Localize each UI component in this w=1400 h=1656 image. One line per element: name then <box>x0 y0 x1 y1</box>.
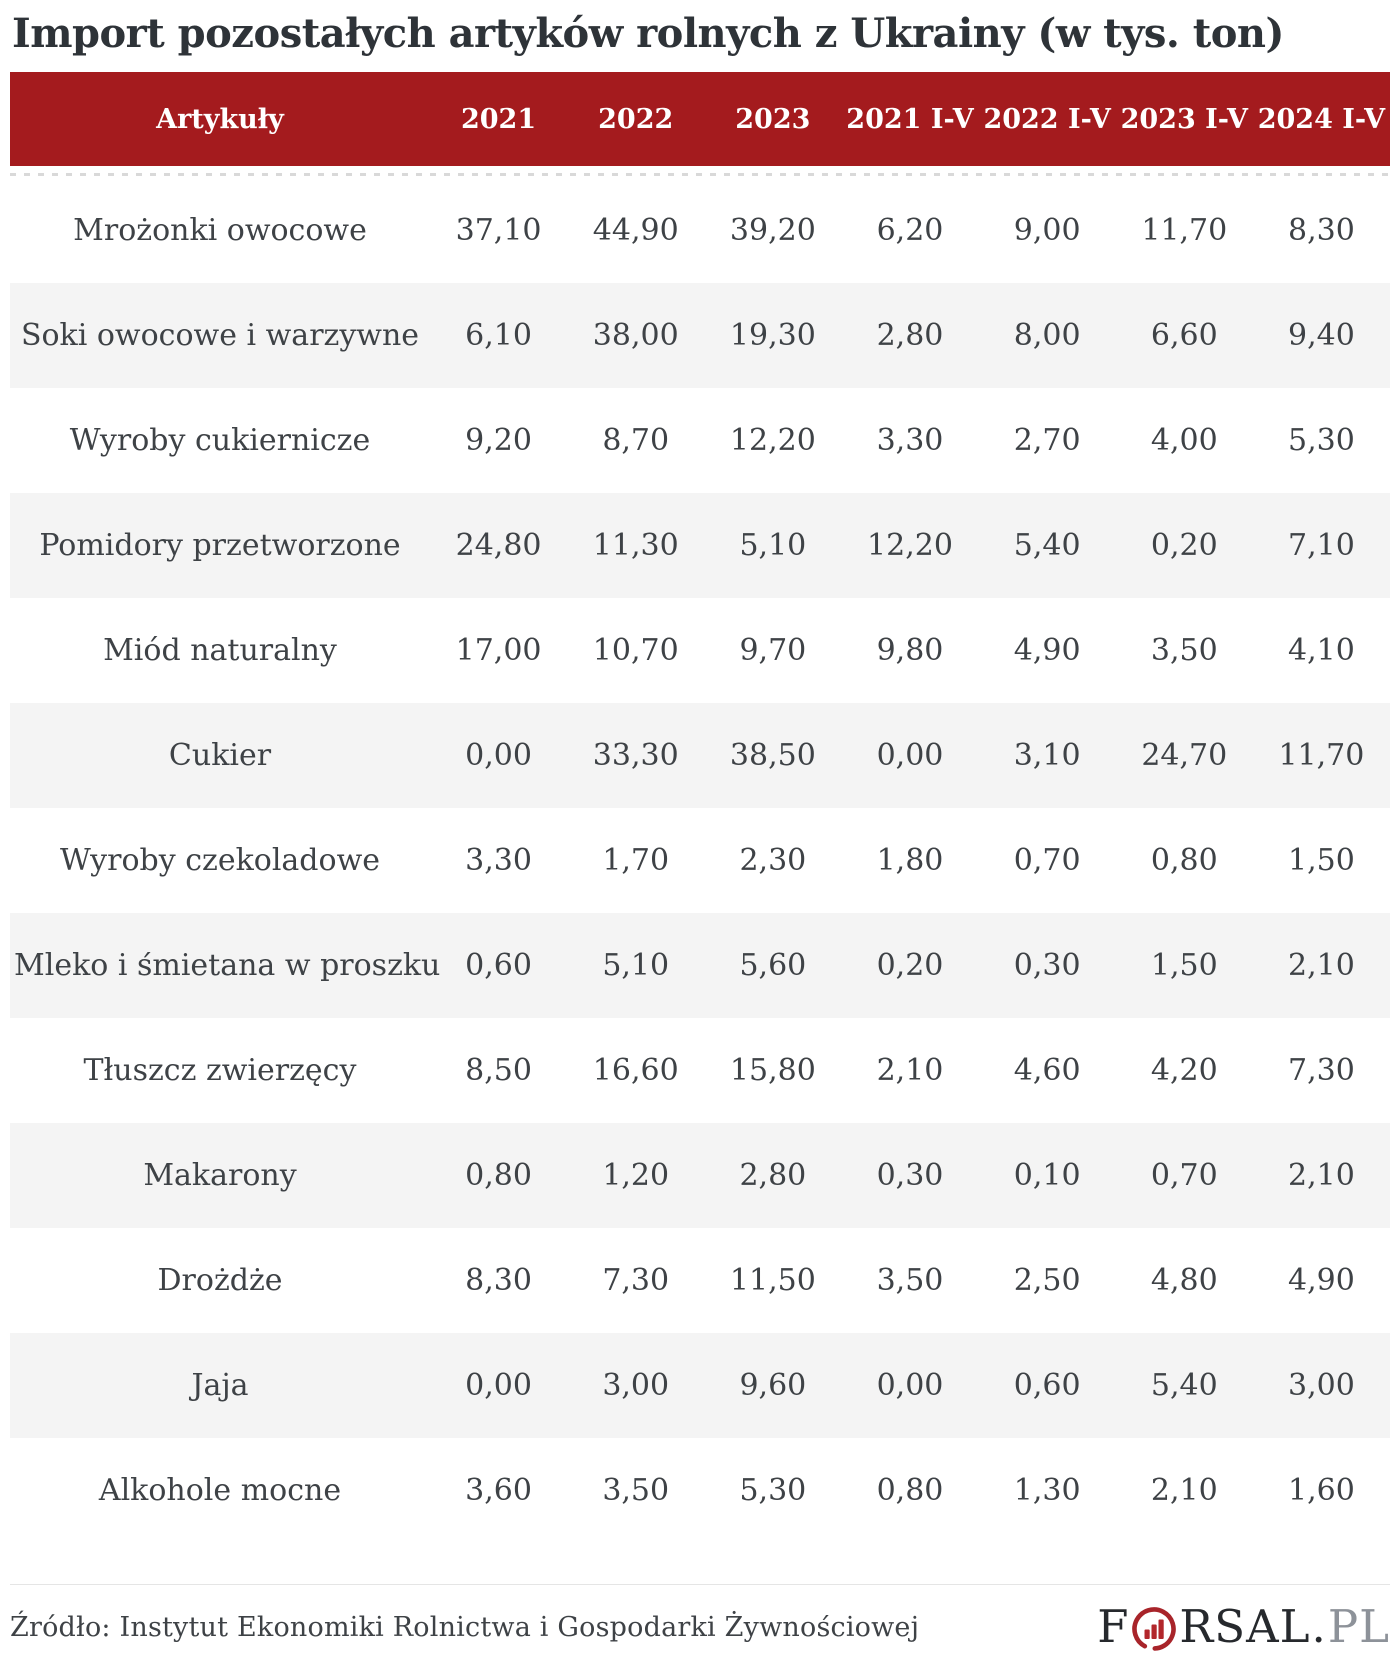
value-cell: 2,70 <box>1013 423 1081 458</box>
value-cell: 0,00 <box>876 738 944 773</box>
value-cell: 9,80 <box>876 633 944 668</box>
table-row <box>10 283 1390 388</box>
value-cell: 4,60 <box>1013 1053 1081 1088</box>
value-cell: 39,20 <box>729 213 816 248</box>
logo-letter-f: F <box>1097 1600 1130 1653</box>
value-cell: 9,70 <box>739 633 807 668</box>
row-label: Tłuszcz zwierzęcy <box>83 1053 357 1088</box>
column-header-2022: 2022 <box>598 103 674 135</box>
value-cell: 15,80 <box>729 1053 816 1088</box>
value-cell: 2,10 <box>876 1053 944 1088</box>
row-label: Pomidory przetworzone <box>39 528 401 563</box>
row-label: Drożdże <box>157 1263 283 1298</box>
value-cell: 9,20 <box>465 423 532 458</box>
value-cell: 2,50 <box>1013 1263 1081 1298</box>
table-row <box>10 1018 1390 1123</box>
value-cell: 3,30 <box>465 843 532 878</box>
value-cell: 5,30 <box>739 1473 807 1508</box>
value-cell: 0,20 <box>876 948 944 983</box>
row-label: Soki owocowe i warzywne <box>20 318 420 353</box>
column-header-2022-i-v: 2022 I-V <box>983 103 1111 135</box>
table-row <box>10 1228 1390 1333</box>
value-cell: 12,20 <box>729 423 816 458</box>
value-cell: 11,30 <box>592 528 679 563</box>
value-cell: 8,30 <box>465 1263 532 1298</box>
data-table <box>10 72 1390 1543</box>
value-cell: 0,20 <box>1150 528 1218 563</box>
value-cell: 3,50 <box>602 1473 670 1508</box>
column-header-2024-i-v: 2024 I-V <box>1257 103 1386 135</box>
row-label: Jaja <box>191 1368 249 1403</box>
row-label: Mleko i śmietana w proszku <box>14 948 441 983</box>
value-cell: 6,60 <box>1150 318 1218 353</box>
value-cell: 5,10 <box>739 528 807 563</box>
bar-chart-circle-icon <box>1130 1605 1178 1653</box>
value-cell: 1,50 <box>1288 843 1355 878</box>
table-header-row <box>10 72 1390 166</box>
value-cell: 0,80 <box>1150 843 1218 878</box>
value-cell: 38,00 <box>592 318 679 353</box>
value-cell: 4,00 <box>1150 423 1218 458</box>
value-cell: 1,30 <box>1013 1473 1081 1508</box>
value-cell: 6,10 <box>465 318 532 353</box>
value-cell: 3,50 <box>1150 633 1218 668</box>
value-cell: 5,60 <box>739 948 807 983</box>
value-cell: 5,40 <box>1150 1368 1218 1403</box>
column-header-2021-i-v: 2021 I-V <box>846 103 974 135</box>
value-cell: 16,60 <box>592 1053 679 1088</box>
value-cell: 4,90 <box>1288 1263 1355 1298</box>
value-cell: 2,80 <box>876 318 944 353</box>
value-cell: 24,80 <box>455 528 542 563</box>
value-cell: 2,30 <box>739 843 807 878</box>
value-cell: 8,50 <box>465 1053 532 1088</box>
value-cell: 3,00 <box>1288 1368 1355 1403</box>
row-label: Wyroby cukiernicze <box>69 423 371 458</box>
value-cell: 11,50 <box>729 1263 816 1298</box>
value-cell: 0,30 <box>1013 948 1081 983</box>
value-cell: 4,80 <box>1150 1263 1218 1298</box>
value-cell: 0,70 <box>1013 843 1081 878</box>
value-cell: 3,60 <box>465 1473 532 1508</box>
row-label: Miód naturalny <box>103 633 337 668</box>
value-cell: 37,10 <box>455 213 542 248</box>
row-label: Alkohole mocne <box>98 1473 342 1508</box>
table-row <box>10 913 1390 1018</box>
table-row <box>10 1333 1390 1438</box>
value-cell: 0,10 <box>1013 1158 1081 1193</box>
column-header-2023-i-v: 2023 I-V <box>1120 103 1248 135</box>
value-cell: 0,80 <box>876 1473 944 1508</box>
value-cell: 4,20 <box>1150 1053 1218 1088</box>
value-cell: 2,10 <box>1288 948 1355 983</box>
logo-text-rsal: RSAL <box>1179 1600 1311 1653</box>
value-cell: 8,30 <box>1288 213 1355 248</box>
value-cell: 0,00 <box>465 1368 532 1403</box>
footer <box>10 1584 1390 1653</box>
value-cell: 9,00 <box>1013 213 1081 248</box>
value-cell: 0,60 <box>465 948 532 983</box>
value-cell: 0,70 <box>1150 1158 1218 1193</box>
row-label: Cukier <box>168 738 272 773</box>
value-cell: 24,70 <box>1141 738 1228 773</box>
value-cell: 1,50 <box>1150 948 1218 983</box>
row-label: Makarony <box>143 1158 297 1193</box>
table-body <box>10 178 1390 1543</box>
value-cell: 2,10 <box>1150 1473 1218 1508</box>
logo-dot: . <box>1311 1600 1327 1653</box>
value-cell: 33,30 <box>592 738 679 773</box>
value-cell: 0,60 <box>1013 1368 1081 1403</box>
value-cell: 0,80 <box>465 1158 532 1193</box>
forsal-logo <box>1097 1601 1390 1653</box>
value-cell: 2,10 <box>1288 1158 1355 1193</box>
value-cell: 3,10 <box>1013 738 1081 773</box>
value-cell: 0,00 <box>876 1368 944 1403</box>
table-row <box>10 1123 1390 1228</box>
value-cell: 1,80 <box>876 843 944 878</box>
value-cell: 1,70 <box>602 843 670 878</box>
value-cell: 0,00 <box>465 738 532 773</box>
value-cell: 5,40 <box>1013 528 1081 563</box>
value-cell: 11,70 <box>1141 213 1228 248</box>
value-cell: 12,20 <box>867 528 953 563</box>
table-row <box>10 493 1390 598</box>
value-cell: 9,40 <box>1288 318 1355 353</box>
value-cell: 44,90 <box>592 213 679 248</box>
value-cell: 3,00 <box>602 1368 670 1403</box>
table-row <box>10 1438 1390 1543</box>
value-cell: 8,70 <box>602 423 670 458</box>
value-cell: 5,30 <box>1288 423 1355 458</box>
value-cell: 3,30 <box>876 423 944 458</box>
value-cell: 11,70 <box>1278 738 1365 773</box>
value-cell: 7,30 <box>602 1263 670 1298</box>
value-cell: 2,80 <box>739 1158 807 1193</box>
value-cell: 4,10 <box>1288 633 1355 668</box>
row-label: Mrożonki owocowe <box>73 213 367 248</box>
row-label: Wyroby czekoladowe <box>60 843 380 878</box>
page-title: Import pozostałych artyków rolnych z Ukrainy (w tys. ton) <box>12 10 1284 57</box>
value-cell: 19,30 <box>729 318 816 353</box>
value-cell: 7,30 <box>1288 1053 1355 1088</box>
logo-text-pl: PL <box>1327 1600 1390 1653</box>
value-cell: 1,60 <box>1288 1473 1355 1508</box>
table-row <box>10 178 1390 283</box>
source-note: Źródło: Instytut Ekonomiki Rolnictwa i Gospodarki Żywnościowej <box>10 1611 920 1643</box>
column-header-artykuly: Artykuły <box>156 103 284 135</box>
table-row <box>10 808 1390 913</box>
table-row <box>10 703 1390 808</box>
column-header-2021: 2021 <box>460 103 537 135</box>
value-cell: 7,10 <box>1288 528 1355 563</box>
value-cell: 17,00 <box>455 633 542 668</box>
column-header-2023: 2023 <box>735 103 811 135</box>
page <box>0 8 1400 1656</box>
value-cell: 0,30 <box>876 1158 944 1193</box>
value-cell: 9,60 <box>739 1368 807 1403</box>
value-cell: 4,90 <box>1013 633 1081 668</box>
table-row <box>10 388 1390 493</box>
table-row <box>10 598 1390 703</box>
value-cell: 38,50 <box>729 738 816 773</box>
header-dotted-separator <box>10 166 1390 178</box>
value-cell: 5,10 <box>602 948 670 983</box>
value-cell: 6,20 <box>876 213 944 248</box>
value-cell: 10,70 <box>592 633 679 668</box>
value-cell: 1,20 <box>602 1158 670 1193</box>
value-cell: 8,00 <box>1013 318 1081 353</box>
value-cell: 3,50 <box>876 1263 944 1298</box>
